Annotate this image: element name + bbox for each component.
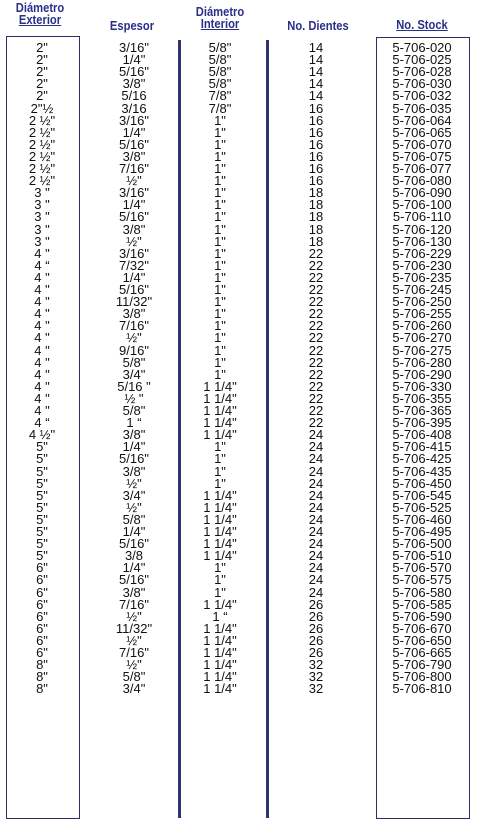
header-outer-diameter-line1: Diámetro: [15, 0, 65, 15]
inner-diameter-cell: 1 1/4": [203, 427, 237, 443]
inner-diameter-cell: 1": [214, 366, 226, 382]
thickness-cell: 5/8": [122, 354, 146, 370]
outer-diameter-cell: 2 ½": [28, 148, 56, 164]
outer-diameter-cell: 4 ½": [28, 427, 56, 443]
inner-diameter-cell: 1": [214, 257, 226, 273]
outer-diameter-cell: 5": [36, 524, 48, 539]
inner-diameter-cell: 1": [214, 475, 226, 491]
outer-diameter-cell: 3 ": [34, 197, 50, 213]
teeth-cell: 22: [308, 245, 324, 261]
thickness-cell: 5/8": [122, 669, 146, 685]
outer-diameter-cell: 2 ½": [28, 173, 56, 189]
teeth-cell: 26: [308, 620, 324, 636]
stock-number-cell: 5-706-545: [392, 487, 452, 503]
stock-number-cell: 5-706-100: [392, 197, 452, 213]
thickness-cell: 5/16: [121, 88, 147, 104]
inner-diameter-cell: 1": [214, 584, 226, 600]
inner-diameter-cell: 1": [214, 282, 226, 297]
stock-number-cell: 5-706-585: [392, 596, 452, 612]
thickness-cell: 7/32": [119, 257, 149, 273]
teeth-cell: 14: [308, 88, 324, 104]
outer-diameter-cell: 8": [36, 657, 48, 673]
header-teeth: [280, 20, 356, 32]
stock-number-cell: 5-706-495: [392, 524, 452, 539]
thickness-cell: 3/8": [122, 148, 146, 164]
inner-diameter-cell: 1": [214, 354, 226, 370]
teeth-cell: 22: [308, 366, 324, 382]
header-stock: [382, 19, 461, 31]
thickness-cell: 3/4": [122, 366, 146, 382]
stock-number-cell: 5-706-510: [392, 548, 452, 564]
teeth-cell: 16: [308, 136, 324, 152]
header-inner-diameter-line2: Interior: [200, 16, 240, 31]
thickness-cell: 5/16": [119, 536, 149, 552]
thickness-cell: 5/16": [119, 136, 149, 152]
stock-number-cell: 5-706-260: [392, 318, 452, 334]
teeth-cell: 18: [308, 209, 324, 225]
outer-diameter-cell: 6": [36, 632, 48, 648]
stock-number-cell: 5-706-590: [392, 608, 452, 624]
inner-diameter-cell: 1 1/4": [203, 511, 237, 527]
thickness-cell: 11/32": [115, 620, 153, 636]
stock-number-cell: 5-706-250: [392, 294, 452, 310]
thickness-cell: 3/4": [122, 681, 146, 697]
teeth-cell: 16: [308, 148, 324, 164]
header-stock-label: No. Stock: [396, 17, 448, 32]
teeth-cell: 26: [308, 645, 324, 660]
table-row: [0, 683, 480, 695]
thickness-cell: ½": [126, 657, 142, 673]
outer-diameter-cell: 4 ": [34, 318, 50, 334]
stock-number-cell: 5-706-230: [392, 257, 452, 273]
thickness-cell: 1/4": [122, 197, 146, 213]
teeth-cell: 16: [308, 124, 324, 140]
inner-diameter-cell: 1 1/4": [203, 403, 237, 418]
teeth-cell: 24: [308, 487, 324, 503]
stock-number-cell: 5-706-395: [392, 415, 452, 431]
thickness-cell: 1/4": [122, 524, 146, 539]
inner-diameter-cell: 1": [214, 197, 226, 213]
inner-diameter-cell: 1": [214, 161, 226, 176]
stock-number-cell: 5-706-235: [392, 269, 452, 285]
teeth-cell: 26: [308, 596, 324, 612]
teeth-cell: 32: [308, 657, 324, 673]
outer-diameter-cell: 2"½: [30, 100, 54, 116]
thickness-cell: 9/16": [119, 342, 149, 358]
outer-diameter-cell: 4 ": [34, 366, 50, 382]
teeth-cell: 14: [308, 64, 324, 80]
thickness-cell: ½": [126, 499, 142, 515]
outer-diameter-cell: 5": [36, 548, 48, 564]
outer-diameter-cell: 2": [36, 88, 48, 104]
thickness-cell: 3/8": [122, 76, 146, 92]
stock-number-cell: 5-706-415: [392, 439, 452, 455]
outer-diameter-cell: 4 ": [34, 330, 50, 346]
inner-diameter-cell: 7/8": [208, 100, 232, 116]
teeth-cell: 22: [308, 415, 324, 431]
inner-diameter-cell: 5/8": [208, 76, 232, 92]
thickness-cell: ½": [126, 330, 142, 346]
outer-diameter-cell: 5": [36, 511, 48, 527]
inner-diameter-cell: 1": [214, 221, 226, 237]
stock-number-cell: 5-706-650: [392, 632, 452, 648]
stock-number-cell: 5-706-229: [392, 245, 452, 261]
outer-diameter-cell: 4 ": [34, 306, 50, 322]
thickness-cell: 5/16": [119, 282, 149, 297]
stock-number-cell: 5-706-435: [392, 463, 452, 479]
outer-diameter-cell: 2 ½": [28, 124, 56, 140]
thickness-cell: ½": [126, 233, 142, 249]
inner-diameter-cell: 1": [214, 451, 226, 467]
thickness-cell: 1 “: [126, 415, 142, 431]
stock-number-cell: 5-706-064: [392, 112, 452, 128]
teeth-cell: 24: [308, 463, 324, 479]
thickness-cell: 3/8": [122, 306, 146, 322]
inner-diameter-cell: 1 1/4": [203, 524, 237, 539]
teeth-cell: 22: [308, 354, 324, 370]
teeth-cell: 22: [308, 342, 324, 358]
inner-diameter-cell: 1": [214, 148, 226, 164]
thickness-cell: 1/4": [122, 560, 146, 576]
stock-number-cell: 5-706-035: [392, 100, 452, 116]
inner-diameter-cell: 1": [214, 330, 226, 346]
outer-diameter-cell: 4 ": [34, 342, 50, 358]
outer-diameter-cell: 5": [36, 499, 48, 515]
outer-diameter-cell: 6": [36, 596, 48, 612]
outer-diameter-cell: 2": [36, 76, 48, 92]
inner-diameter-cell: 1 1/4": [203, 596, 237, 612]
stock-number-cell: 5-706-450: [392, 475, 452, 491]
teeth-cell: 22: [308, 282, 324, 297]
outer-diameter-cell: 2 ½": [28, 136, 56, 152]
stock-number-cell: 5-706-080: [392, 173, 452, 189]
outer-diameter-cell: 4 ": [34, 245, 50, 261]
thickness-cell: 3/16": [119, 112, 149, 128]
thickness-cell: 5/16 ": [117, 378, 151, 394]
outer-diameter-cell: 4 ": [34, 282, 50, 297]
outer-diameter-cell: 4 ": [34, 403, 50, 418]
teeth-cell: 24: [308, 536, 324, 552]
stock-number-cell: 5-706-570: [392, 560, 452, 576]
header-teeth-label: No. Dientes: [287, 18, 349, 33]
inner-diameter-cell: 1 1/4": [203, 620, 237, 636]
thickness-cell: 3/8": [122, 221, 146, 237]
teeth-cell: 16: [308, 112, 324, 128]
outer-diameter-cell: 4 ": [34, 378, 50, 394]
inner-diameter-cell: 1 1/4": [203, 499, 237, 515]
outer-diameter-cell: 6": [36, 645, 48, 660]
inner-diameter-cell: 1": [214, 342, 226, 358]
outer-diameter-cell: 6": [36, 608, 48, 624]
teeth-cell: 22: [308, 390, 324, 406]
stock-number-cell: 5-706-460: [392, 511, 452, 527]
thickness-cell: 3/16: [121, 100, 147, 116]
outer-diameter-cell: 6": [36, 620, 48, 636]
outer-diameter-cell: 6": [36, 572, 48, 588]
teeth-cell: 16: [308, 100, 324, 116]
inner-diameter-cell: 1": [214, 136, 226, 152]
thickness-cell: 5/8": [122, 511, 146, 527]
stock-number-cell: 5-706-255: [392, 306, 452, 322]
stock-number-cell: 5-706-280: [392, 354, 452, 370]
teeth-cell: 24: [308, 584, 324, 600]
inner-diameter-cell: 1 1/4": [203, 548, 237, 564]
stock-number-cell: 5-706-077: [392, 161, 452, 176]
inner-diameter-cell: 1": [214, 572, 226, 588]
teeth-cell: 24: [308, 511, 324, 527]
outer-diameter-cell: 8": [36, 669, 48, 685]
thickness-cell: 5/16": [119, 209, 149, 225]
thickness-cell: 5/8": [122, 403, 146, 418]
thickness-cell: 1/4": [122, 124, 146, 140]
inner-diameter-cell: 5/8": [208, 52, 232, 68]
teeth-cell: 24: [308, 524, 324, 539]
outer-diameter-cell: 5": [36, 463, 48, 479]
outer-diameter-cell: 3 ": [34, 221, 50, 237]
teeth-cell: 24: [308, 499, 324, 515]
stock-number-cell: 5-706-800: [392, 669, 452, 685]
inner-diameter-cell: 1": [214, 318, 226, 334]
inner-diameter-cell: 1": [214, 560, 226, 576]
inner-diameter-cell: 1": [214, 294, 226, 310]
teeth-cell: 32: [308, 681, 324, 697]
inner-diameter-cell: 1 “: [212, 608, 228, 624]
inner-diameter-cell: 1 1/4": [203, 378, 237, 394]
thickness-cell: 3/8": [122, 463, 146, 479]
stock-number-cell: 5-706-032: [392, 88, 452, 104]
inner-diameter-cell: 1": [214, 233, 226, 249]
teeth-cell: 24: [308, 560, 324, 576]
stock-number-cell: 5-706-110: [392, 209, 452, 225]
inner-diameter-cell: 1": [214, 185, 226, 201]
outer-diameter-cell: 2": [36, 40, 48, 55]
header-inner-diameter: [192, 6, 247, 30]
thickness-cell: 7/16": [119, 161, 149, 176]
teeth-cell: 18: [308, 185, 324, 201]
teeth-cell: 22: [308, 294, 324, 310]
stock-number-cell: 5-706-408: [392, 427, 452, 443]
stock-number-cell: 5-706-120: [392, 221, 452, 237]
outer-diameter-cell: 4 ": [34, 354, 50, 370]
teeth-cell: 24: [308, 572, 324, 588]
inner-diameter-cell: 1": [214, 209, 226, 225]
thickness-cell: 11/32": [115, 294, 153, 310]
thickness-cell: 1/4": [122, 269, 146, 285]
stock-number-cell: 5-706-270: [392, 330, 452, 346]
inner-diameter-cell: 1": [214, 112, 226, 128]
teeth-cell: 14: [308, 76, 324, 92]
teeth-cell: 22: [308, 330, 324, 346]
outer-diameter-cell: 2 ½": [28, 112, 56, 128]
stock-number-cell: 5-706-030: [392, 76, 452, 92]
outer-diameter-cell: 6": [36, 584, 48, 600]
thickness-cell: ½": [126, 475, 142, 491]
inner-diameter-cell: 1 1/4": [203, 632, 237, 648]
outer-diameter-cell: 5": [36, 451, 48, 467]
stock-number-cell: 5-706-075: [392, 148, 452, 164]
inner-diameter-cell: 1 1/4": [203, 487, 237, 503]
inner-diameter-cell: 1": [214, 463, 226, 479]
teeth-cell: 24: [308, 427, 324, 443]
teeth-cell: 22: [308, 306, 324, 322]
teeth-cell: 26: [308, 608, 324, 624]
inner-diameter-cell: 7/8": [208, 88, 232, 104]
outer-diameter-cell: 4 ": [34, 390, 50, 406]
thickness-cell: ½": [126, 608, 142, 624]
stock-number-cell: 5-706-790: [392, 657, 452, 673]
inner-diameter-cell: 1": [214, 269, 226, 285]
outer-diameter-cell: 4 “: [34, 257, 50, 273]
teeth-cell: 14: [308, 52, 324, 68]
outer-diameter-cell: 4 ": [34, 269, 50, 285]
thickness-cell: 3/8: [124, 548, 144, 564]
teeth-cell: 16: [308, 173, 324, 189]
teeth-cell: 22: [308, 403, 324, 418]
teeth-cell: 26: [308, 632, 324, 648]
stock-number-cell: 5-706-065: [392, 124, 452, 140]
inner-diameter-cell: 1 1/4": [203, 536, 237, 552]
teeth-cell: 22: [308, 269, 324, 285]
inner-diameter-cell: 1 1/4": [203, 415, 237, 431]
outer-diameter-cell: 3 ": [34, 185, 50, 201]
inner-diameter-cell: 1": [214, 439, 226, 455]
teeth-cell: 24: [308, 451, 324, 467]
inner-diameter-cell: 1 1/4": [203, 390, 237, 406]
teeth-cell: 14: [308, 40, 324, 55]
outer-diameter-cell: 5": [36, 536, 48, 552]
thickness-cell: 3/4": [122, 487, 146, 503]
teeth-cell: 18: [308, 197, 324, 213]
inner-diameter-cell: 1": [214, 306, 226, 322]
stock-number-cell: 5-706-028: [392, 64, 452, 80]
teeth-cell: 24: [308, 548, 324, 564]
thickness-cell: 7/16": [119, 318, 149, 334]
outer-diameter-cell: 8": [36, 681, 48, 697]
stock-number-cell: 5-706-580: [392, 584, 452, 600]
teeth-cell: 16: [308, 161, 324, 176]
stock-number-cell: 5-706-575: [392, 572, 452, 588]
stock-number-cell: 5-706-330: [392, 378, 452, 394]
teeth-cell: 24: [308, 475, 324, 491]
teeth-cell: 22: [308, 257, 324, 273]
thickness-cell: 3/16": [119, 40, 149, 55]
header-inner-diameter-line1: Diámetro: [195, 4, 245, 19]
stock-number-cell: 5-706-025: [392, 52, 452, 68]
outer-diameter-cell: 2 ½": [28, 161, 56, 176]
stock-number-cell: 5-706-365: [392, 403, 452, 418]
inner-diameter-cell: 5/8": [208, 40, 232, 55]
stock-number-cell: 5-706-810: [392, 681, 452, 697]
inner-diameter-cell: 5/8": [208, 64, 232, 80]
stock-number-cell: 5-706-665: [392, 645, 452, 660]
inner-diameter-cell: 1 1/4": [203, 657, 237, 673]
thickness-cell: 5/16": [119, 451, 149, 467]
thickness-cell: ½": [126, 632, 142, 648]
stock-number-cell: 5-706-290: [392, 366, 452, 382]
teeth-cell: 22: [308, 378, 324, 394]
outer-diameter-cell: 3 ": [34, 233, 50, 249]
teeth-cell: 18: [308, 233, 324, 249]
stock-number-cell: 5-706-525: [392, 499, 452, 515]
stock-number-cell: 5-706-500: [392, 536, 452, 552]
outer-diameter-cell: 5": [36, 439, 48, 455]
thickness-cell: 5/16": [119, 572, 149, 588]
thickness-cell: ½ ": [124, 390, 144, 406]
thickness-cell: ½": [126, 173, 142, 189]
thickness-cell: 1/4": [122, 439, 146, 455]
thickness-cell: 3/8": [122, 427, 146, 443]
stock-number-cell: 5-706-245: [392, 282, 452, 297]
stock-number-cell: 5-706-425: [392, 451, 452, 467]
header-outer-diameter: [14, 2, 66, 26]
inner-diameter-cell: 1 1/4": [203, 669, 237, 685]
inner-diameter-cell: 1": [214, 173, 226, 189]
thickness-cell: 7/16": [119, 645, 149, 660]
thickness-cell: 3/8": [122, 584, 146, 600]
teeth-cell: 24: [308, 439, 324, 455]
stock-number-cell: 5-706-670: [392, 620, 452, 636]
stock-number-cell: 5-706-275: [392, 342, 452, 358]
thickness-cell: 7/16": [119, 596, 149, 612]
outer-diameter-cell: 2": [36, 52, 48, 68]
stock-number-cell: 5-706-070: [392, 136, 452, 152]
outer-diameter-cell: 2": [36, 64, 48, 80]
stock-number-cell: 5-706-090: [392, 185, 452, 201]
stock-number-cell: 5-706-020: [392, 40, 452, 55]
teeth-cell: 22: [308, 318, 324, 334]
thickness-cell: 3/16": [119, 185, 149, 201]
thickness-cell: 1/4": [122, 52, 146, 68]
inner-diameter-cell: 1": [214, 245, 226, 261]
outer-diameter-cell: 4 ": [34, 294, 50, 310]
outer-diameter-cell: 5": [36, 475, 48, 491]
outer-diameter-cell: 3 ": [34, 209, 50, 225]
inner-diameter-cell: 1": [214, 124, 226, 140]
outer-diameter-cell: 5": [36, 487, 48, 503]
header-thickness: [104, 20, 159, 32]
header-outer-diameter-line2: Exterior: [18, 12, 62, 27]
stock-number-cell: 5-706-130: [392, 233, 452, 249]
inner-diameter-cell: 1 1/4": [203, 681, 237, 697]
outer-diameter-cell: 4 “: [34, 415, 50, 431]
stock-number-cell: 5-706-355: [392, 390, 452, 406]
teeth-cell: 32: [308, 669, 324, 685]
thickness-cell: 5/16": [119, 64, 149, 80]
teeth-cell: 18: [308, 221, 324, 237]
outer-diameter-cell: 6": [36, 560, 48, 576]
thickness-cell: 3/16": [119, 245, 149, 261]
inner-diameter-cell: 1 1/4": [203, 645, 237, 660]
header-thickness-label: Espesor: [109, 18, 155, 33]
